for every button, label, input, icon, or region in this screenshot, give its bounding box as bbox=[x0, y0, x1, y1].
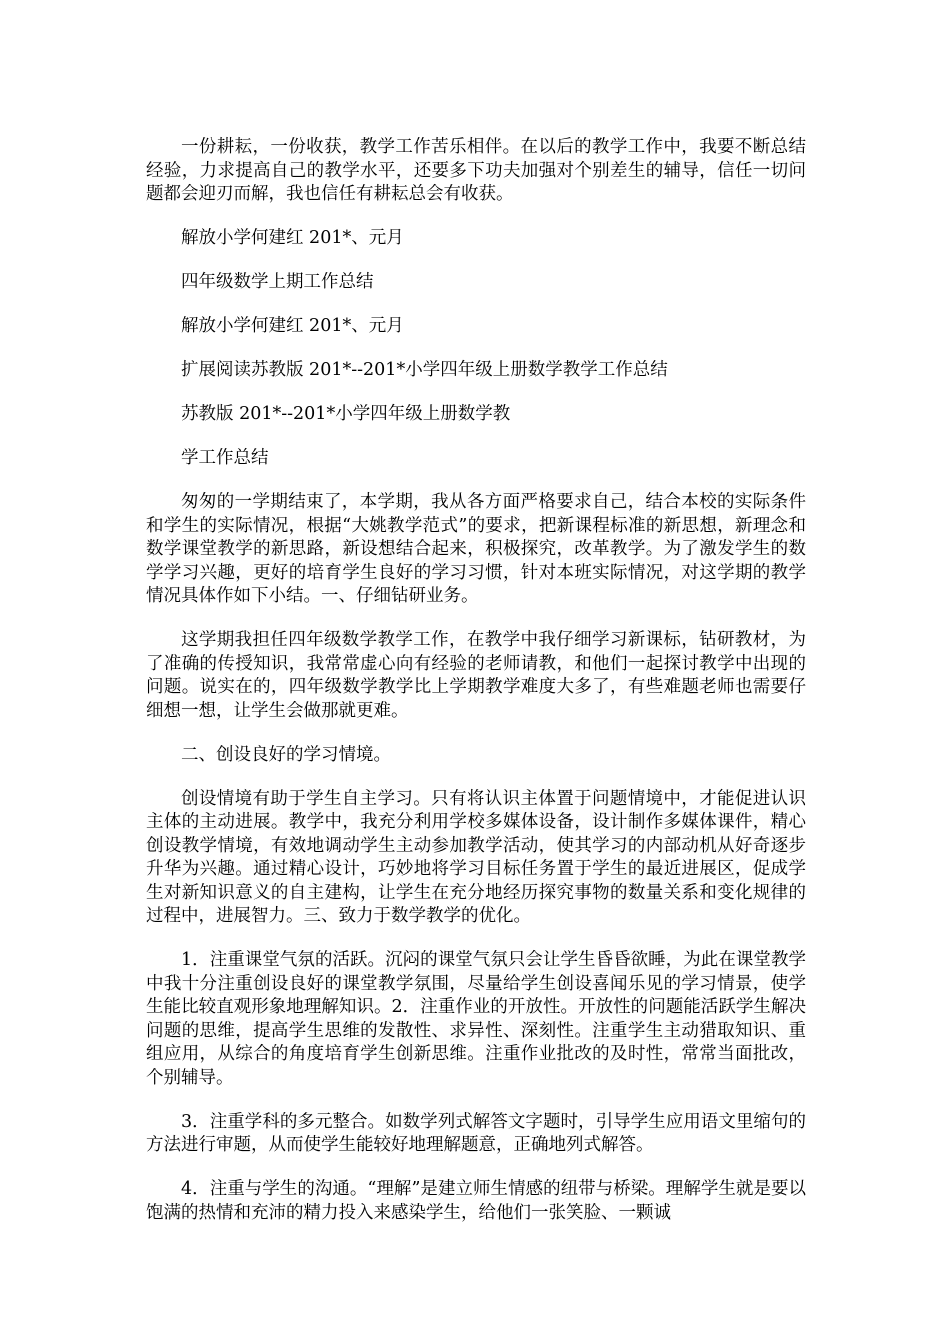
signature-line: 解放小学何建红 201*、元月 bbox=[181, 316, 404, 336]
body-paragraph: 1．注重课堂气氛的活跃。沉闷的课堂气氛只会让学生昏昏欲睡，为此在课堂教学中我十分注重创设良好的课堂教学氛围，尽量给学生创设喜闻乐见的学习情景，使学生能比较直观形象地理解知识。2．注重作业的开放性。开放性的问题能活跃学生解决问题的思维，提高学生思维的发散性、求异性、深刻性。注重学生主动猎取知识、重组应用，从综合的角度培育学生创新思维。注重作业批改的及时性，常常当面批改，个别辅导。 bbox=[146, 950, 806, 1088]
signature-line: 解放小学何建红 201*、元月 bbox=[181, 228, 404, 248]
document-title-line-1: 苏教版 201*--201*小学四年级上册数学教 bbox=[181, 404, 511, 424]
body-paragraph: 3．注重学科的多元整合。如数学列式解答文字题时，引导学生应用语文里缩句的方法进行审题，从而使学生能较好地理解题意，正确地列式解答。 bbox=[146, 1111, 806, 1155]
extended-reading-heading: 扩展阅读苏教版 201*--201*小学四年级上册数学教学工作总结 bbox=[181, 360, 668, 380]
body-paragraph: 创设情境有助于学生自主学习。只有将认识主体置于问题情境中，才能促进认识主体的主动进展。教学中，我充分利用学校多媒体设备，设计制作多媒体课件，精心创设教学情境，有效地调动学生主动参加教学活动，使其学习的内部动机从好奇逐步升华为兴趣。通过精心设计，巧妙地将学习目标任务置于学生的最近进展区，促成学生对新知识意义的自主建构，让学生在充分地经历探究事物的数量关系和变化规律的过程中，进展智力。三、致力于数学教学的优化。 bbox=[146, 788, 806, 926]
section-heading: 二、创设良好的学习情境。 bbox=[181, 744, 391, 765]
body-paragraph: 这学期我担任四年级数学教学工作，在教学中我仔细学习新课标，钻研教材，为了准确的传授知识，我常常虚心向有经验的老师请教，和他们一起探讨教学中出现的问题。说实在的，四年级数学教学比上学期教学难度大多了，有些难题老师也需要仔细想一想，让学生会做那就更难。 bbox=[146, 630, 806, 721]
body-paragraph: 匆匆的一学期结束了，本学期，我从各方面严格要求自己，结合本校的实际条件和学生的实际情况，根据“大姚教学范式”的要求，把新课程标准的新思想，新理念和数学课堂教学的新思路，新设想结合起来，积极探究，改革教学。为了激发学生的数学学习兴趣，更好的培育学生良好的学习习惯，针对本班实际情况，对这学期的教学情况具体作如下小结。一、仔细钻研业务。 bbox=[146, 492, 806, 606]
document-title-line-2: 学工作总结 bbox=[181, 448, 269, 468]
section-title: 四年级数学上期工作总结 bbox=[181, 272, 374, 292]
closing-paragraph: 一份耕耘，一份收获，教学工作苦乐相伴。在以后的教学工作中，我要不断总结经验，力求提高自己的教学水平，还要多下功夫加强对个别差生的辅导，信任一切问题都会迎刃而解，我也信任有耕耘总会有收获。 bbox=[146, 137, 806, 204]
document-body bbox=[146, 136, 806, 1246]
body-paragraph: 4．注重与学生的沟通。“理解”是建立师生情感的纽带与桥梁。理解学生就是要以饱满的热情和充沛的精力投入来感染学生，给他们一张笑脸、一颗诚 bbox=[146, 1179, 806, 1223]
